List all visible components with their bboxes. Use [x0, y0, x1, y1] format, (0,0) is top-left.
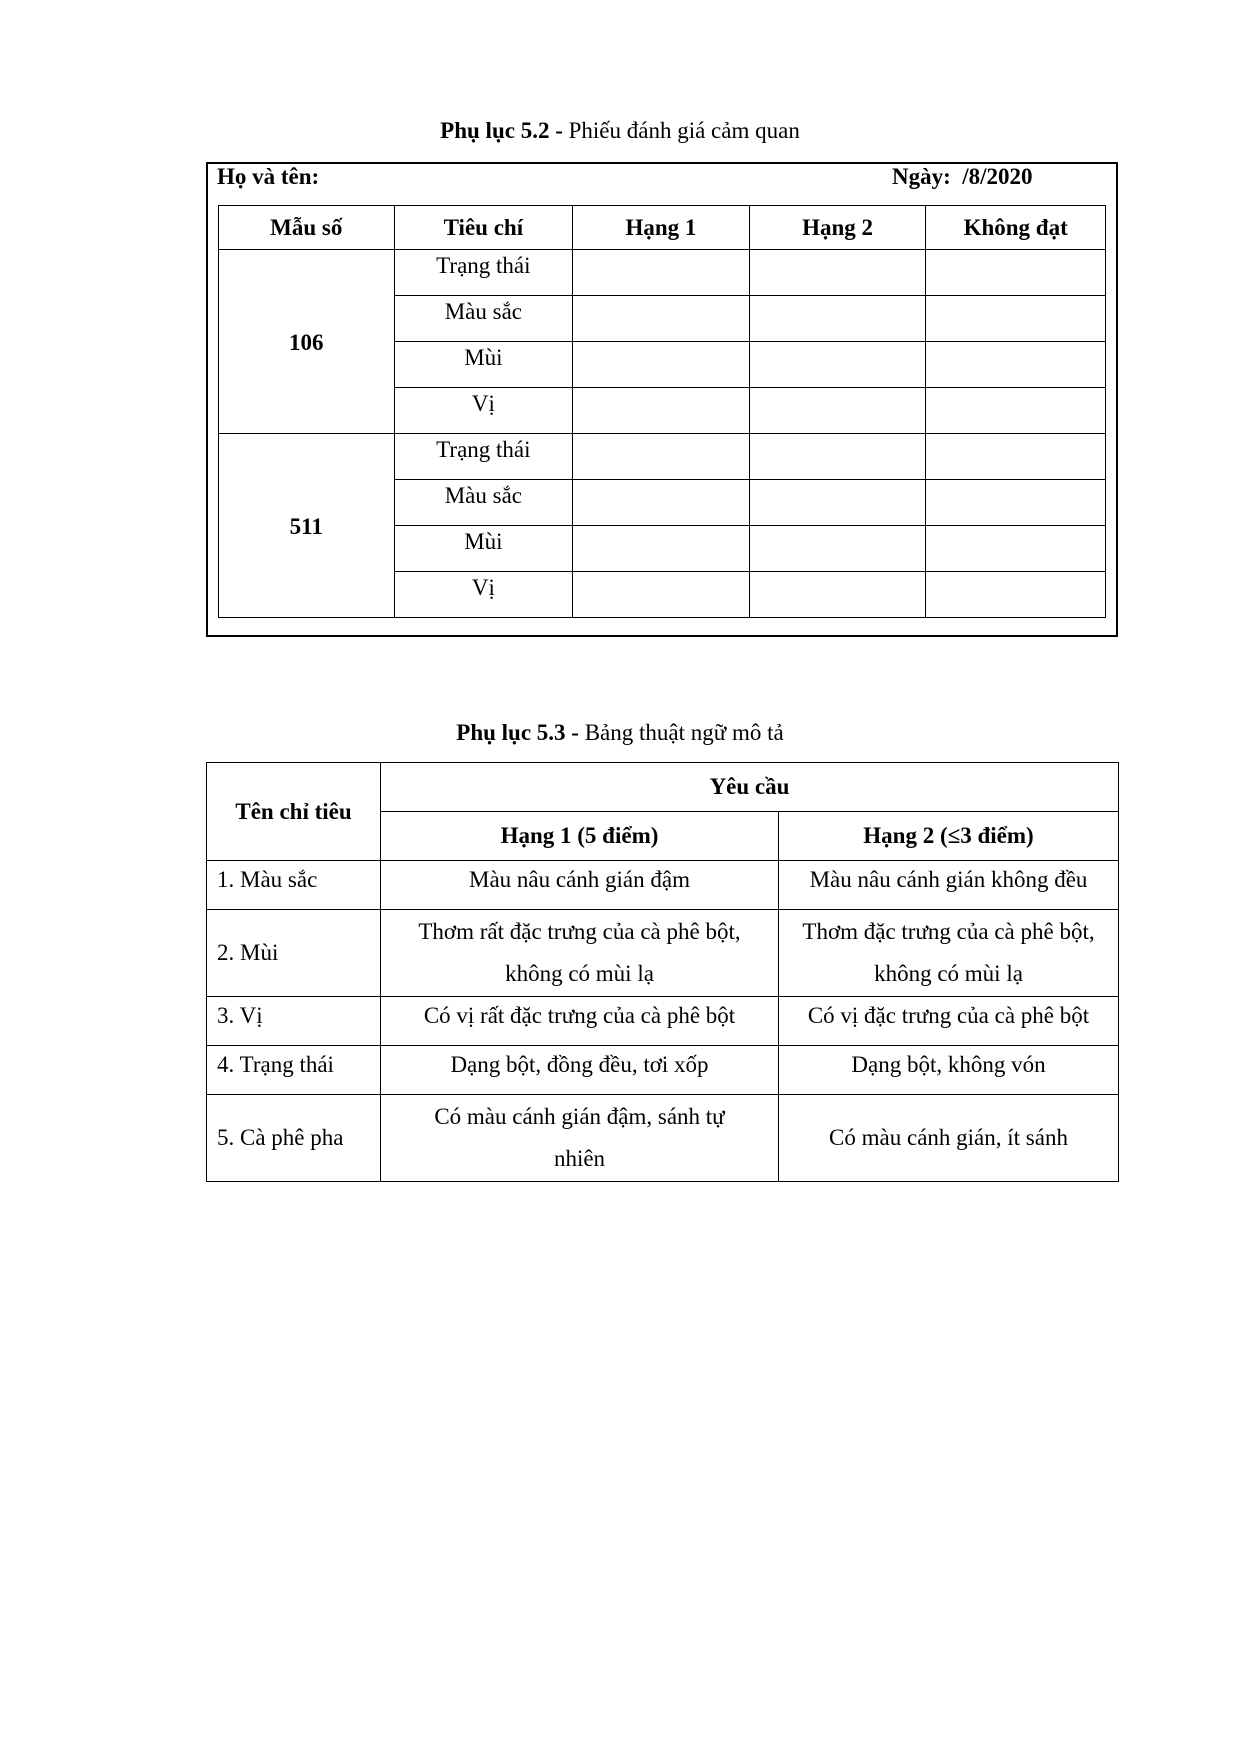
- criteria-cell: Mùi: [394, 342, 573, 388]
- rank1-desc: Màu nâu cánh gián đậm: [381, 861, 779, 910]
- rank2-cell[interactable]: [749, 250, 926, 296]
- rank1-cell[interactable]: [573, 388, 750, 434]
- fail-cell[interactable]: [926, 526, 1106, 572]
- indicator-name: 4. Trạng thái: [207, 1046, 381, 1095]
- criteria-cell: Trạng thái: [394, 250, 573, 296]
- indicator-name: 2. Mùi: [207, 910, 381, 997]
- table-row: [219, 434, 1106, 480]
- rank1-cell[interactable]: [573, 434, 750, 480]
- rank1-cell[interactable]: [573, 296, 750, 342]
- criteria-cell: Màu sắc: [394, 296, 573, 342]
- terms-table: [206, 762, 1119, 1182]
- sample-code: 106: [219, 250, 395, 434]
- rank1-desc: Có vị rất đặc trưng của cà phê bột: [381, 997, 779, 1046]
- form-caption-text: Phiếu đánh giá cảm quan: [562, 118, 800, 143]
- table-header-row: [207, 763, 1119, 812]
- rank2-cell[interactable]: [749, 480, 926, 526]
- rank2-desc-line2: không có mùi lạ: [874, 961, 1023, 986]
- table-row: [219, 250, 1106, 296]
- header-requirement: Yêu cầu: [381, 763, 1119, 812]
- date-label: Ngày: /8/2020: [892, 164, 1033, 189]
- rank2-desc-line1: Thơm đặc trưng của cà phê bột,: [802, 919, 1095, 944]
- terms-caption-label: Phụ lục 5.3 -: [456, 720, 579, 745]
- rank2-desc: Màu nâu cánh gián không đều: [779, 861, 1119, 910]
- rank1-cell[interactable]: [573, 250, 750, 296]
- indicator-name: 1. Màu sắc: [207, 861, 381, 910]
- rank2-cell[interactable]: [749, 572, 926, 618]
- criteria-cell: Màu sắc: [394, 480, 573, 526]
- fail-cell[interactable]: [926, 296, 1106, 342]
- rank2-desc: Dạng bột, không vón: [779, 1046, 1119, 1095]
- terms-caption-text: Bảng thuật ngữ mô tả: [578, 720, 784, 745]
- rank1-desc: [381, 1095, 779, 1182]
- rank1-desc-line1: Thơm rất đặc trưng của cà phê bột,: [418, 919, 741, 944]
- fail-cell[interactable]: [926, 388, 1106, 434]
- header-rank1: Hạng 1 (5 điểm): [381, 812, 779, 861]
- rank2-desc: Có vị đặc trưng của cà phê bột: [779, 997, 1119, 1046]
- rank1-cell[interactable]: [573, 526, 750, 572]
- terms-caption: [0, 720, 1240, 746]
- criteria-cell: Trạng thái: [394, 434, 573, 480]
- name-label: Họ và tên:: [217, 164, 320, 189]
- rank1-desc: Dạng bột, đồng đều, tơi xốp: [381, 1046, 779, 1095]
- criteria-cell: Vị: [394, 572, 573, 618]
- rank2-cell[interactable]: [749, 434, 926, 480]
- criteria-cell: Vị: [394, 388, 573, 434]
- table-row: [207, 861, 1119, 910]
- rank1-cell[interactable]: [573, 342, 750, 388]
- rank2-cell[interactable]: [749, 526, 926, 572]
- criteria-cell: Mùi: [394, 526, 573, 572]
- form-caption: [0, 118, 1240, 144]
- fail-cell[interactable]: [926, 572, 1106, 618]
- header-fail: Không đạt: [926, 206, 1106, 250]
- header-criteria: Tiêu chí: [394, 206, 573, 250]
- rank1-cell[interactable]: [573, 480, 750, 526]
- rank2-cell[interactable]: [749, 296, 926, 342]
- rank1-cell[interactable]: [573, 572, 750, 618]
- table-row: [207, 997, 1119, 1046]
- indicator-name: 3. Vị: [207, 997, 381, 1046]
- rank2-cell[interactable]: [749, 342, 926, 388]
- form-caption-label: Phụ lục 5.2 -: [440, 118, 563, 143]
- rank2-desc: [779, 910, 1119, 997]
- header-rank1: Hạng 1: [573, 206, 750, 250]
- table-header-row: [219, 206, 1106, 250]
- rank1-desc-line2: nhiên: [553, 1146, 606, 1171]
- table-row: [207, 1046, 1119, 1095]
- indicator-name: 5. Cà phê pha: [207, 1095, 381, 1182]
- rank1-desc: [381, 910, 779, 997]
- rank2-desc: Có màu cánh gián, ít sánh: [779, 1095, 1119, 1182]
- rank1-desc-line1: Có màu cánh gián đậm, sánh tự: [434, 1104, 725, 1129]
- fail-cell[interactable]: [926, 434, 1106, 480]
- sample-code: 511: [219, 434, 395, 618]
- fail-cell[interactable]: [926, 342, 1106, 388]
- fail-cell[interactable]: [926, 480, 1106, 526]
- header-rank2: Hạng 2: [749, 206, 926, 250]
- evaluation-table: [218, 205, 1106, 618]
- header-sample: Mẫu số: [219, 206, 395, 250]
- header-rank2: Hạng 2 (≤3 điểm): [779, 812, 1119, 861]
- rank1-desc-line2: không có mùi lạ: [505, 961, 654, 986]
- table-row: [207, 1095, 1119, 1182]
- header-indicator-name: Tên chỉ tiêu: [207, 763, 381, 861]
- fail-cell[interactable]: [926, 250, 1106, 296]
- rank2-cell[interactable]: [749, 388, 926, 434]
- table-row: [207, 910, 1119, 997]
